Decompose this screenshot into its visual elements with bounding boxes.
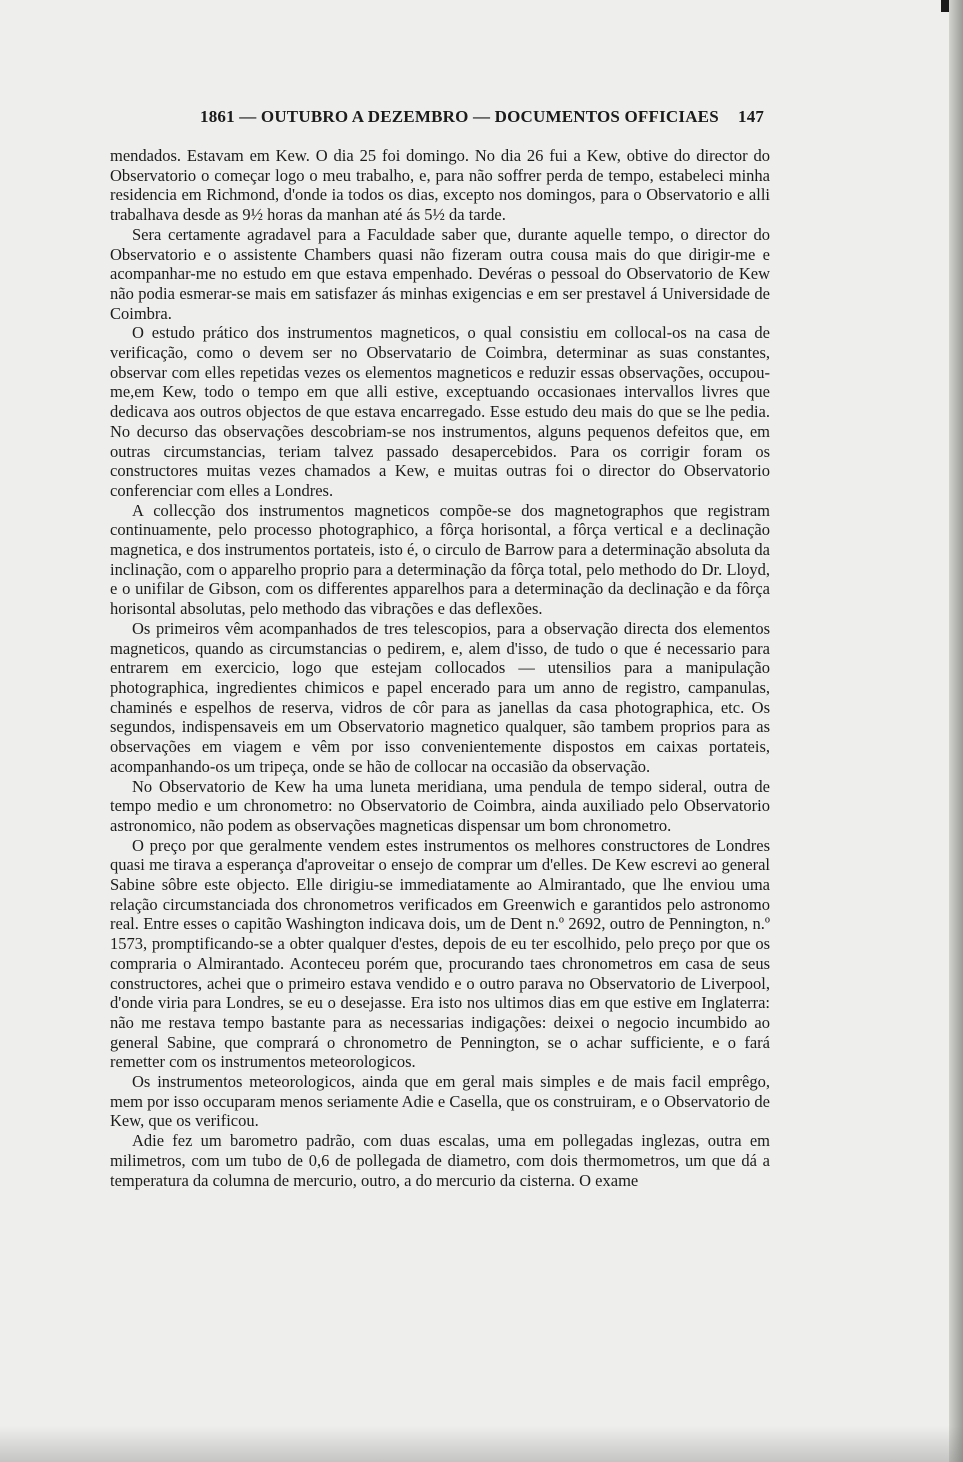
paragraph-5: Os primeiros vêm acompanhados de tres telescopios, para a observação directa dos elementos magneticos, quando as circumstancias o pedirem, e, alem d'isso, de tudo o que é necessario para entrarem em exercicio, logo que estejam collocados — utensilios para a manipulação photographica, ingredientes chimicos e papel encerado para um anno de registro, campanulas, chaminés e espelhos de reserva, vidros de côr para as janellas da casa photographica, etc. Os segundos, indispensaveis em um Observatorio magnetico qualquer, são tambem proprios para as observações em viagem e vêm por isso convenientemente dispostos em caixas portateis, acompanhando-os um tripeça, onde se hão de collocar na occasião da observação.: [110, 618, 770, 776]
paragraph-9: Adie fez um barometro padrão, com duas escalas, uma em pollegadas inglezas, outra em milimetros, com um tubo de 0,6 de pollegada de diametro, com dois thermometros, um que dá a temperatura da columna de mercurio, outro, a do mercurio da cisterna. O exame: [110, 1131, 770, 1190]
running-title: 1861 — OUTUBRO A DEZEMBRO — DOCUMENTOS OFFICIAES: [200, 107, 719, 126]
paragraph-8: Os instrumentos meteorologicos, ainda que em geral mais simples e de mais facil emprêgo, mem por isso occuparam menos seriamente Adie e Casella, que os construiram, e o Observatorio de Kew, que os verificou.: [110, 1072, 770, 1131]
paragraph-2: Sera certamente agradavel para a Faculdade saber que, durante aquelle tempo, o director do Observatorio e o assistente Chambers quasi não fizeram outra cousa mais do que dirigir-me e acompanhar-me no estudo em que estava empenhado. Devéras o pessoal do Observatorio de Kew não podia esmerar-se mais em satisfazer ás minhas exigencias e em ser prestavel á Universidade de Coimbra.: [110, 224, 770, 323]
paragraph-1: mendados. Estavam em Kew. O dia 25 foi domingo. No dia 26 fui a Kew, obtive do director do Observatorio o começar logo o meu trabalho, e, para não soffrer perda de tempo, estabeleci minha residencia em Richmond, d'onde ia todos os dias, excepto nos domingos, para o Observatorio e alli trabalhava desde as 9½ horas da manhan até ás 5½ da tarde.: [110, 146, 770, 225]
paragraph-6: No Observatorio de Kew ha uma luneta meridiana, uma pendula de tempo sideral, outra de tempo medio e um chronometro: no Observatorio de Coimbra, ainda auxiliado pelo Observatorio astronomico, não podem as observações magneticas dispensar um bom chronometro.: [110, 776, 770, 835]
paragraph-3: O estudo prático dos instrumentos magneticos, o qual consistiu em collocal-os na casa de verificação, como o devem ser no Observatario de Coimbra, determinar as suas constantes, observar com elles repetidas vezes os elementos magneticos e reduzir essas observações, occupou-me,em Kew, todo o tempo em que alli estive, exceptuando occasionaes intervallos livres que dedicava aos outros objectos de que estava encarregado. Esse estudo deu mais do que se lhe pedia. No decurso das observações descobriam-se nos instrumentos, alguns pequenos defeitos que, em outras circumstancias, teriam talvez passado desapercebidos. Para os corrigir foram os constructores muitas vezes chamados a Kew, e muitas outras foi o director do Observatorio conferenciar com elles a Londres.: [110, 323, 770, 500]
page-header: [200, 107, 770, 133]
page-bottom-shadow: [0, 1426, 963, 1462]
paragraph-7: O preço por que geralmente vendem estes instrumentos os melhores constructores de Londres quasi me tirava a esperança d'aproveitar o ensejo de comprar um d'elles. De Kew escrevi ao general Sabine sôbre este objecto. Elle dirigiu-se immediatamente ao Almirantado, que lhe enviou uma relação circumstanciada dos chronometros verificados em Greenwich e garantidos pelo astronomo real. Entre esses o capitão Washington indicava dois, um de Dent n.º 2692, outro de Pennington, n.º 1573, promptificando-se a obter qualquer d'estes, depois de eu ter escolhido, pelo preço por que os compraria o Almirantado. Aconteceu porém que, procurando taes chronometros em casa de seus constructores, achei que o primeiro estava vendido e o outro parava no Observatorio de Liverpool, d'onde viria para Londres, se eu o desejasse. Era isto nos ultimos dias em que estive em Inglaterra: não me restava tempo bastante para as necessarias indigações: deixei o negocio incumbido ao general Sabine, que comprará o chronometro de Pennington, se o achar sufficiente, e o fará remetter com os instrumentos meteorologicos.: [110, 835, 770, 1072]
page-number: 147: [738, 107, 765, 126]
page-edge-shadow: [949, 0, 963, 1462]
paragraph-4: A collecção dos instrumentos magneticos compõe-se dos magnetographos que registram continuamente, pelo processo photographico, a fôrça horisontal, a fôrça vertical e a declinação magnetica, e dos instrumentos portateis, isto é, o circulo de Barrow para a determinação absoluta da inclinação, com o apparelho proprio para a determinação da fôrça total, pelo methodo do Dr. Lloyd, e o unifilar de Gibson, com os differentes apparelhos para a determinação da declinação e da fôrça horisontal absolutas, pelo methodo das vibrações e das deflexões.: [110, 500, 770, 619]
body-text: [110, 146, 770, 1190]
